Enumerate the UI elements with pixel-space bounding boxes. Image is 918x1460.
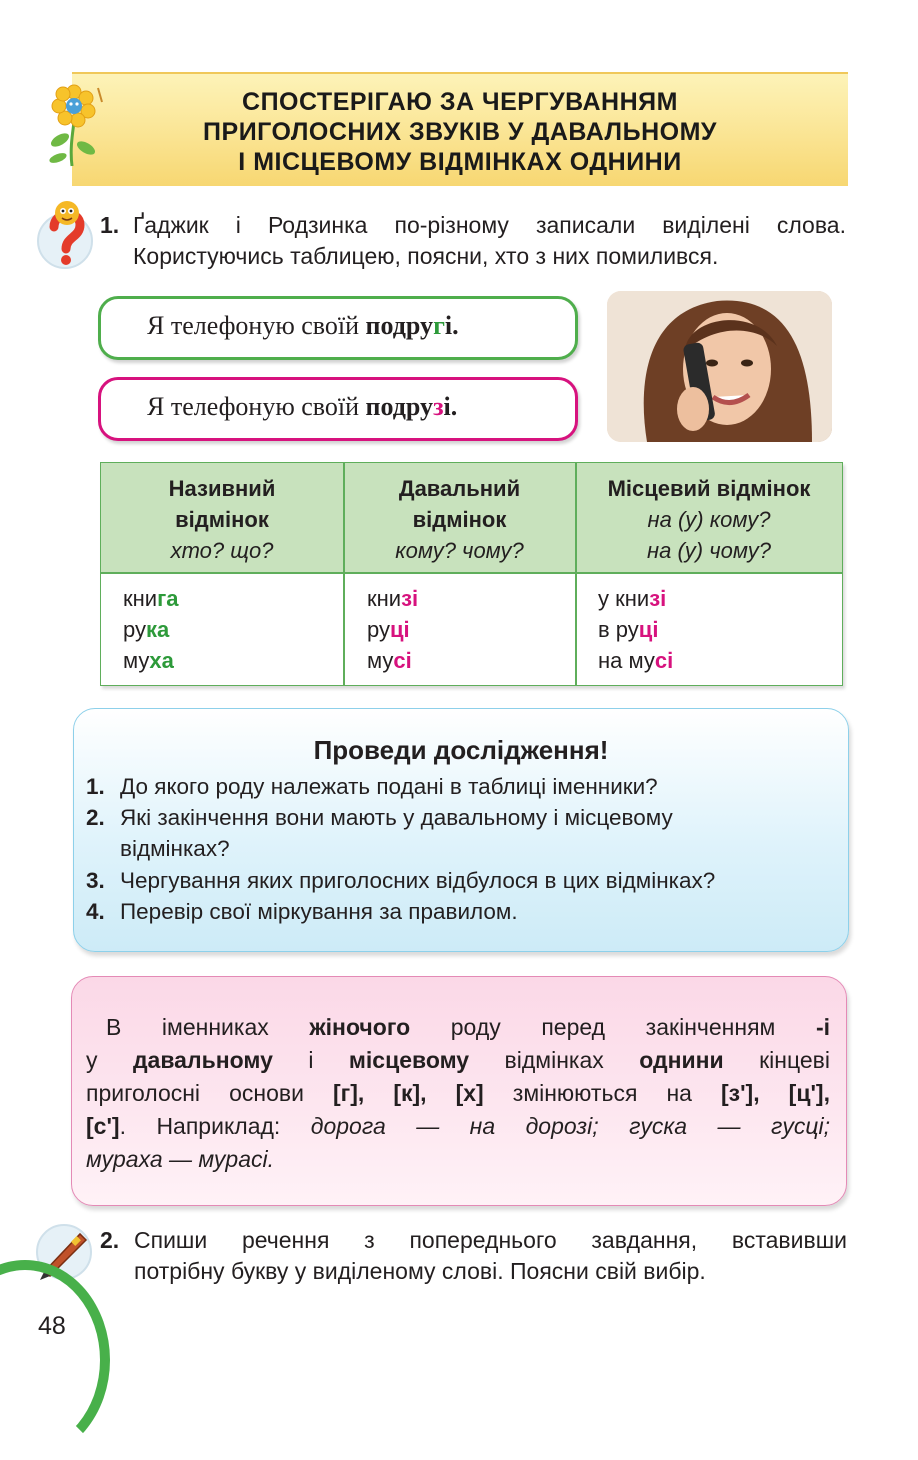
question-character-icon [34, 197, 96, 271]
table-cell: книга [123, 586, 179, 611]
task-2-number: 2. [100, 1227, 120, 1253]
task-2-line-2: потрібну букву у виділеному слові. Поясни свій вибір. [134, 1258, 706, 1284]
task-1-line-2: Користуючись таблицею, поясни, хто з них помилився. [133, 243, 719, 269]
header-nominative-question: хто? що? [170, 538, 274, 563]
title-line-1: СПОСТЕРІГАЮ ЗА ЧЕРГУВАННЯМ [242, 88, 678, 116]
header-locative-title: Місцевий відмінок [607, 476, 811, 501]
corner-decoration [0, 1260, 110, 1460]
column-nominative [123, 583, 178, 676]
task-2-line-1: Спиши речення з попереднього завдання, вставивши [134, 1227, 847, 1253]
research-item: 4. Перевір свої міркування за правилом. [86, 899, 518, 924]
sentence-1-word-end: і [444, 311, 453, 340]
title-banner [72, 72, 848, 186]
rule-line-2: у давальному і місцевому відмінках однини кінцеві [86, 1047, 830, 1073]
rule-line-4: [с']. Наприклад: дорога — на дорозі; гуска — гусці; [86, 1113, 830, 1139]
rule-line-1: В іменниках жіночого роду перед закінченням -і [106, 1014, 830, 1040]
table-cell: в руці [598, 617, 659, 642]
sentence-box-green [98, 296, 578, 360]
header-locative-question-2: на (у) чому? [647, 538, 771, 563]
rule-box [71, 976, 847, 1206]
sentence-2-word-end: і [443, 392, 451, 421]
research-item: 2. Які закінчення вони мають у давальному і місцевому [86, 805, 673, 830]
sentence-1-word-stem: подру [365, 311, 434, 340]
table-cell: руці [367, 617, 410, 642]
rule-line-5: мураха — мурасі. [86, 1146, 274, 1172]
sentence-2-plain: Я телефоную своїй [147, 392, 366, 421]
header-locative-question-1: на (у) кому? [647, 507, 771, 532]
sentence-2-period: . [450, 392, 458, 421]
task-1-number: 1. [100, 212, 120, 238]
research-item: 3. Чергування яких приголосних відбулося в цих відмінках? [86, 868, 716, 893]
table-cell: муха [123, 648, 174, 673]
header-nominative [101, 473, 343, 566]
header-dative [344, 473, 575, 566]
sentence-1-highlight-letter: г [433, 311, 445, 340]
title-line-3: І МІСЦЕВОМУ ВІДМІНКАХ ОДНИНИ [238, 148, 682, 176]
header-locative [576, 473, 842, 566]
table-cell: у книзі [598, 586, 667, 611]
table-cell: на мусі [598, 648, 674, 673]
research-box [73, 708, 849, 952]
header-dative-question: кому? чому? [395, 538, 524, 563]
flower-icon [44, 82, 104, 168]
header-dative-title-2: відмінок [412, 507, 507, 532]
sentence-box-pink [98, 377, 578, 441]
header-nominative-title: Називний [168, 476, 276, 501]
title-line-2: ПРИГОЛОСНИХ ЗВУКІВ У ДАВАЛЬНОМУ [203, 118, 717, 146]
sentence-1-period: . [452, 311, 459, 340]
table-cell: книзі [367, 586, 419, 611]
girl-on-phone-photo [607, 291, 832, 442]
header-nominative-title-2: відмінок [175, 507, 269, 532]
research-item: 1. До якого роду належать подані в таблиці іменники? [86, 774, 658, 799]
declension-table [100, 462, 843, 686]
page-number: 48 [38, 1312, 66, 1340]
column-dative [367, 583, 418, 676]
rule-line-3: приголосні основи [г], [к], [х] змінюються на [з'], [ц'], [86, 1080, 830, 1106]
column-locative [598, 583, 673, 676]
sentence-2-highlight-letter: з [433, 392, 444, 421]
research-item: відмінках? [120, 836, 230, 861]
header-dative-title: Давальний [398, 476, 521, 501]
sentence-1-plain: Я телефоную своїй [147, 311, 366, 340]
table-cell: мусі [367, 648, 412, 673]
research-title: Проведи дослідження! [313, 735, 609, 765]
table-cell: рука [123, 617, 170, 642]
sentence-2-word-stem: подру [365, 392, 434, 421]
task-1-line-1: Ґаджик і Родзинка по-різному записали виділені слова. [133, 212, 846, 238]
